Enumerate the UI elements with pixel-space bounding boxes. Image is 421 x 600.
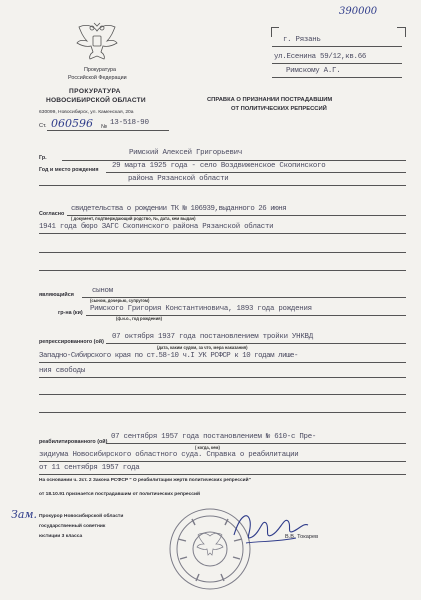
basis-caption: ( документ, подтверждающий родство, №, дата, кем выдан) (71, 216, 196, 221)
birth-value-2: района Рязанской области (128, 175, 229, 183)
doc-title-line-1: СПРАВКА О ПРИЗНАНИИ ПОСТРАДАВШИМ (207, 97, 333, 103)
ref-typed: 13-518-90 (110, 119, 149, 127)
rehab-line-3 (39, 474, 406, 475)
issuer-name-2: Российской Федерации (68, 75, 127, 81)
repressed-line-4 (39, 394, 406, 395)
handwritten-deputy-note: Зам. (11, 508, 38, 521)
address-recipient: Римскому А.Г. (286, 67, 341, 75)
citizen-value: Римский Алексей Григорьевич (129, 149, 242, 157)
address-corner-top (271, 27, 279, 28)
signer-title-1: Прокурор Новосибирской области (39, 514, 124, 519)
basis-value-1: свидетельства о рождении ТК № 106939,выданного 26 июня (71, 205, 287, 213)
address-corner-left (271, 27, 273, 37)
relation-caption: (сыном, дочерью, супругом) (90, 298, 150, 303)
citizen-line (62, 160, 406, 161)
basis-label: Согласно (39, 211, 65, 217)
law-line-1: На основании ч. 2ст. 2 Закона РСФСР " О реабилитации жертв политических репрессий" (39, 478, 251, 483)
signer-name: В.В. Токарев (285, 534, 319, 540)
repressed-line-5 (39, 412, 406, 413)
repressed-label: репрессированного (ой) (39, 339, 104, 345)
rehab-line-1 (106, 443, 406, 444)
relation-value: сыном (92, 287, 113, 295)
repressed-caption: (дата, каким судом, за что, мера наказания) (157, 345, 248, 350)
repressed-line-1 (106, 343, 406, 344)
relative-caption: (ф.и.о., год рождения) (116, 316, 162, 321)
birth-line-1 (106, 172, 406, 173)
issuer-name-1: Прокуратура (84, 67, 116, 73)
repressed-line-2 (39, 362, 406, 363)
birth-label: Год и место рождения (39, 167, 99, 173)
address-street: ул.Есенина 59/12,кв.66 (274, 53, 367, 61)
rehab-label: реабилитированного (ой) (39, 439, 108, 445)
coat-of-arms-icon (73, 22, 121, 62)
address-line-3 (272, 77, 402, 78)
signer-title-2: государственный советник (39, 524, 106, 529)
issuer-name-4: НОВОСИБИРСКОЙ ОБЛАСТИ (46, 97, 146, 104)
issuer-name-3: ПРОКУРАТУРА (69, 88, 121, 95)
rehab-line-2 (39, 461, 406, 462)
repressed-value-3: ния свободы (39, 367, 86, 375)
basis-line-4 (39, 270, 406, 271)
basis-value-2: 1941 года бюро ЗАГС Скопинского района Рязанской области (39, 223, 274, 231)
ref-underline (47, 130, 169, 131)
doc-title-line-2: ОТ ПОЛИТИЧЕСКИХ РЕПРЕССИЙ (231, 106, 327, 112)
basis-line-3 (39, 252, 406, 253)
citizen-label: Гр. (39, 155, 47, 161)
ref-number-label: № (101, 124, 108, 130)
rehab-value-3: от 11 сентября 1957 года (39, 464, 140, 472)
address-line-1 (272, 46, 402, 47)
repressed-line-3 (39, 377, 406, 378)
repressed-value-1: 07 октября 1937 года постановлением тройки УНКВД (112, 333, 313, 341)
rehab-caption: ( когда, кем) (195, 445, 220, 450)
address-corner-top-right (397, 27, 405, 28)
rehab-value-1: 07 сентября 1957 года постановлением № 610-с Пре- (111, 433, 317, 441)
repressed-value-2: Западно-Сибирского края по ст.58-10 ч.I УК РСФСР к 10 годам лише- (39, 352, 299, 360)
signer-title-3: юстиции 3 класса (39, 534, 83, 539)
address-line-2 (272, 63, 402, 64)
relative-value: Римского Григория Константиновича, 1893 года рождения (90, 305, 312, 313)
ref-prefix: Ст. (39, 123, 47, 129)
birth-value-1: 29 марта 1925 года - село Воздвиженское Скопинского (112, 162, 326, 170)
handwritten-signature-icon (230, 505, 310, 551)
ref-handwritten: 060596 (51, 117, 93, 130)
handwritten-number: 390000 (339, 6, 378, 17)
basis-line-2 (39, 233, 406, 234)
rehab-value-2: зидиума Новосибирского областного суда. Справка о реабилитации (39, 451, 299, 459)
law-line-2: от 18.10.91 признается пострадавшим от политических репрессий (39, 492, 201, 497)
address-corner-right (405, 27, 407, 37)
address-city: г. Рязань (283, 36, 321, 44)
issuer-address: 630099, Новосибирск, ул. Каменская, 20а (39, 110, 134, 115)
relation-label: являющийся (39, 292, 74, 298)
birth-line-2 (39, 185, 406, 186)
relative-label: гр-на (ки) (58, 310, 83, 316)
